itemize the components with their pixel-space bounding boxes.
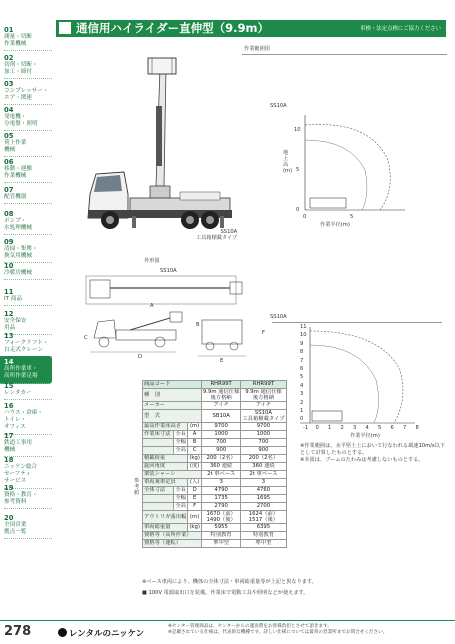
- outline-drawing: [80, 272, 268, 376]
- chart1-xlabel: 作業半径(m): [320, 222, 350, 228]
- spec-row: [143, 439, 287, 447]
- sidebar-item-number: 01: [4, 26, 14, 34]
- sidebar-item-label: 全国営業 拠点一覧: [4, 522, 27, 536]
- sidebar-item-number: 05: [4, 132, 14, 140]
- sidebar-item-13[interactable]: [4, 332, 52, 357]
- page-header: [56, 20, 446, 37]
- spec-cell: 1624（前） 1517（後）: [241, 511, 286, 524]
- spec-cell: 1000: [201, 431, 240, 439]
- spec-row: [143, 447, 287, 455]
- sidebar-item-17[interactable]: [4, 432, 52, 457]
- spec-cell: 積載荷重: [143, 455, 188, 463]
- chart2-ytick: 9: [300, 340, 304, 347]
- spec-cell: 5955: [201, 524, 240, 532]
- spec-cell: 3: [241, 479, 286, 487]
- sidebar-item-number: 18: [4, 456, 14, 464]
- spec-cell: 全長: [175, 487, 186, 493]
- spec-cell: 準中型: [241, 540, 286, 548]
- work-range-note-2: ※本図は、ブームのたわみは考慮しないものとする。: [300, 457, 424, 463]
- spec-cell: 全体寸法: [143, 487, 174, 495]
- spec-cell: 900: [201, 447, 240, 455]
- spec-cell: [143, 439, 174, 447]
- chart2-ytick: 7: [300, 357, 304, 364]
- spec-cell: F: [188, 503, 202, 511]
- chart1-ylabel: 地上高(m): [283, 150, 293, 174]
- spec-cell: 2t 車ベース: [201, 471, 240, 479]
- work-range-chart-1: [270, 110, 410, 220]
- spec-row: [143, 471, 287, 479]
- sidebar-item-15[interactable]: [4, 382, 52, 400]
- sidebar-item-number: 14: [4, 358, 14, 366]
- spec-side-label: 参考値: [134, 478, 140, 496]
- spec-cell: [143, 495, 174, 503]
- spec-cell: 9.9m 通信仕様 後方格納: [241, 389, 286, 402]
- spec-cell: 全長: [175, 431, 186, 437]
- sidebar-item-20[interactable]: [4, 514, 52, 539]
- work-range-note-1: ※作業範囲は、水平堅土上において行なわれる風速10m/s以下として計算したものとする。: [300, 443, 445, 456]
- spec-row: [143, 532, 287, 540]
- spec-row: [143, 381, 287, 389]
- chart2-xtick: 6: [390, 425, 394, 431]
- spec-cell: 型 式: [143, 410, 202, 423]
- brand-name: レンタルのニッケン: [69, 629, 145, 639]
- chart2-ytick: 4: [300, 382, 304, 389]
- spec-cell: 200（2名）: [201, 455, 240, 463]
- spec-cell: (度): [188, 463, 202, 471]
- spec-row: [143, 431, 287, 439]
- chart2-model: SS10A: [270, 314, 287, 320]
- sidebar-item-number: 11: [4, 288, 14, 296]
- spec-cell: アイチ: [201, 402, 240, 410]
- chart2-ytick: 5: [300, 374, 304, 381]
- foot-note-2: ■ 100V 電源取出口を装備。作業床で電動工具や照明などが使えます。: [142, 590, 309, 596]
- spec-cell: 700: [201, 439, 240, 447]
- spec-cell: 車両乗車定員: [143, 479, 188, 487]
- sidebar-item-05[interactable]: [4, 132, 52, 157]
- spec-cell: 9700: [201, 423, 240, 431]
- spec-row: [143, 503, 287, 511]
- spec-cell: (人): [188, 479, 202, 487]
- sidebar-item-label: 移動・運搬 作業機械: [4, 166, 32, 180]
- spec-cell: 資格等（運転）: [143, 540, 202, 548]
- chart2-rule: [272, 322, 442, 323]
- chart2-ytick: 0: [300, 416, 304, 423]
- photo-caption: SS10A 工具箱積載タイプ: [196, 229, 238, 241]
- spec-cell: 700: [241, 439, 286, 447]
- spec-cell: 2700: [241, 503, 286, 511]
- sidebar-item-label: 切削・切断・ 加工・締付: [4, 62, 38, 76]
- header-note: 車検・法定点検にご協力ください: [360, 26, 441, 32]
- chart2-xtick: 7: [403, 425, 407, 431]
- spec-cell: アウトリガ張出幅: [143, 511, 188, 524]
- spec-row: [143, 410, 287, 423]
- spec-row: [143, 423, 287, 431]
- spec-cell: 4760: [241, 487, 286, 495]
- chart2-ytick: 11: [300, 324, 307, 330]
- spec-cell: 9700: [241, 423, 286, 431]
- sidebar-item-label: 清掃・集塵・ 換気用機械: [4, 246, 38, 260]
- sidebar-item-number: 12: [4, 310, 14, 318]
- chart1-model: SS10A: [270, 103, 287, 109]
- spec-cell: RHR99T: [201, 381, 240, 389]
- chart2-xlabel: 作業半径(m): [350, 433, 380, 439]
- spec-cell: 9.9m 通信仕様 後方格納: [202, 389, 240, 401]
- foot-note-1: ※ベース車両により、機体の全体寸法・車両総重量等が上記と異なります。: [142, 579, 317, 585]
- sidebar-item-06[interactable]: [4, 158, 52, 183]
- spec-cell: 商品コード: [143, 381, 202, 389]
- sidebar-item-04[interactable]: [4, 106, 52, 131]
- sidebar-item-number: 19: [4, 484, 14, 492]
- spec-cell: 2790: [201, 503, 240, 511]
- header-square-icon: [59, 22, 71, 34]
- spec-cell: (kg): [189, 455, 200, 461]
- spec-row: [143, 495, 287, 503]
- spec-cell: 特別教育: [201, 532, 240, 540]
- brand-logo: [58, 627, 144, 639]
- spec-row: [143, 389, 287, 402]
- sidebar-item-label: 冷暖房機械: [4, 270, 32, 276]
- sidebar-item-09[interactable]: [4, 238, 52, 263]
- spec-cell: 3: [201, 479, 240, 487]
- sidebar-item-label: 鉄道工事用 機械: [4, 440, 32, 454]
- spec-cell: 1695: [241, 495, 286, 503]
- chart2-xtick: 1: [328, 425, 332, 431]
- sidebar-item-14[interactable]: [0, 356, 52, 384]
- spec-cell: メーカー: [143, 402, 202, 410]
- spec-row: [143, 511, 287, 524]
- sidebar-item-label: 荷上作業 機械: [4, 140, 27, 154]
- spec-cell: [143, 503, 174, 511]
- sidebar-item-number: 16: [4, 402, 14, 410]
- sidebar-item-label: コンプレッサー・ エア・関連: [4, 88, 49, 102]
- spec-table: [142, 380, 287, 548]
- chart2-ytick: 6: [300, 366, 304, 372]
- spec-cell: 2t 車ベース: [241, 471, 286, 479]
- dim-a: A: [150, 303, 154, 309]
- sidebar-item-16[interactable]: [4, 402, 52, 435]
- spec-row: [143, 540, 287, 548]
- spec-cell: 4790: [201, 487, 240, 495]
- spec-cell: 架装シャーシ: [143, 471, 202, 479]
- sidebar-item-number: 17: [4, 432, 14, 440]
- chart2-ytick: 10: [300, 332, 307, 339]
- spec-cell: 1670（前） 1490（後）: [201, 511, 240, 524]
- sidebar-item-label: 配管機器: [4, 194, 27, 200]
- dim-b: B: [196, 322, 200, 328]
- sidebar-item-label: 資格・教育・ 参考資料: [4, 492, 38, 506]
- sidebar-item-03[interactable]: [4, 80, 52, 105]
- chart1-ytick-0: 0: [296, 207, 300, 213]
- spec-cell: 全幅: [175, 439, 186, 445]
- chart2-xtick: 5: [378, 425, 382, 431]
- spec-cell: B: [188, 439, 202, 447]
- spec-cell: 全幅: [175, 495, 186, 501]
- dim-f: F: [262, 330, 265, 336]
- sidebar-item-label: ニッケン総合 セーフティ サービス: [4, 464, 38, 485]
- sidebar-item-label: ポンプ・ 水処理機械: [4, 218, 32, 232]
- spec-cell: 6395: [241, 524, 286, 532]
- sidebar-item-number: 20: [4, 514, 14, 522]
- spec-cell: (m): [188, 423, 202, 431]
- sidebar-item-08[interactable]: [4, 210, 52, 235]
- page-title: 通信用ハイライダー直伸型（9.9m）: [76, 21, 270, 35]
- chart1-ytick-5: 5: [296, 167, 300, 173]
- spec-cell: E: [188, 495, 202, 503]
- sidebar-item-07[interactable]: [4, 186, 52, 204]
- outline-model: SS10A: [160, 268, 177, 274]
- chart2-ytick: 1: [300, 408, 304, 414]
- outline-label: 外形図: [144, 258, 160, 264]
- spec-row: [143, 487, 287, 495]
- chart2-xtick: 2: [340, 425, 344, 431]
- spec-cell: 全高: [175, 447, 186, 453]
- spec-cell: 車両総重量: [143, 524, 188, 532]
- spec-cell: (m): [188, 511, 202, 524]
- chart2-ytick: 8: [300, 349, 304, 356]
- sidebar-item-10[interactable]: [4, 262, 52, 280]
- spec-cell: 特別教育: [241, 532, 286, 540]
- truck-photo: [60, 46, 240, 246]
- sidebar-item-number: 08: [4, 210, 14, 218]
- sidebar-item-number: 02: [4, 54, 14, 62]
- dim-e: E: [220, 358, 224, 364]
- spec-cell: 360 連続: [241, 463, 286, 471]
- spec-cell: 作業床寸法: [143, 431, 174, 439]
- spec-row: [143, 463, 287, 471]
- sidebar-item-11[interactable]: [4, 288, 52, 306]
- sidebar-item-02[interactable]: [4, 54, 52, 79]
- sidebar-item-label: フォークリフト・ 自走式クレーン: [4, 340, 49, 354]
- spec-cell: 1735: [201, 495, 240, 503]
- sidebar-item-number: 10: [4, 262, 14, 270]
- page-number: 278: [4, 624, 32, 639]
- work-range-label: 作業範囲図: [244, 46, 270, 52]
- sidebar-item-label: 安全保安 用品: [4, 318, 27, 332]
- spec-row: [143, 455, 287, 463]
- dim-c: C: [84, 335, 88, 341]
- chart2-xtick: 4: [365, 425, 369, 431]
- sidebar-item-number: 06: [4, 158, 14, 166]
- chart2-ytick: 3: [300, 391, 304, 398]
- spec-cell: 1000: [241, 431, 286, 439]
- brand-circle-icon: [58, 628, 67, 637]
- spec-cell: 全高: [175, 503, 186, 509]
- sidebar-item-number: 03: [4, 80, 14, 88]
- spec-cell: SB10A: [201, 410, 240, 423]
- sidebar-item-number: 04: [4, 106, 14, 114]
- spec-cell: 200（2名）: [241, 455, 286, 463]
- spec-cell: 360 連続: [201, 463, 240, 471]
- category-sidebar: [0, 0, 52, 620]
- work-range-rule: [242, 54, 447, 55]
- spec-cell: アイチ: [241, 402, 286, 410]
- spec-cell: SS10A 工具箱積載タイプ: [242, 410, 285, 422]
- spec-row: [143, 524, 287, 532]
- spec-cell: A: [188, 431, 202, 439]
- sidebar-item-01[interactable]: [4, 26, 52, 51]
- sidebar-item-label: 高所作業車・ 高所作業足場: [4, 366, 38, 380]
- spec-cell: [143, 447, 174, 455]
- sidebar-item-label: レンタカー: [4, 390, 32, 396]
- spec-row: [143, 402, 287, 410]
- spec-cell: 900: [241, 447, 286, 455]
- spec-cell: RHR99T: [241, 381, 286, 389]
- spec-cell: 旋回角度: [143, 463, 188, 471]
- chart1-ytick-10: 10: [294, 127, 301, 133]
- sidebar-item-number: 07: [4, 186, 14, 194]
- page-footer: [0, 620, 455, 644]
- spec-cell: 資格等（高所作業）: [143, 532, 202, 540]
- spec-cell: (kg): [189, 524, 200, 530]
- spec-row: [143, 479, 287, 487]
- sidebar-item-number: 15: [4, 382, 14, 390]
- spec-cell: 準中型: [201, 540, 240, 548]
- spec-cell: 種 別: [143, 389, 202, 402]
- chart2-xtick: 0: [315, 425, 319, 431]
- sidebar-item-label: ハウス・倉庫・ トイレ・ オフィス: [4, 410, 43, 431]
- sidebar-item-number: 13: [4, 332, 14, 340]
- sidebar-item-number: 09: [4, 238, 14, 246]
- sidebar-item-label: 測量・切断 作業機械: [4, 34, 32, 48]
- spec-cell: D: [188, 487, 202, 495]
- spec-cell: 最高作業床高さ: [143, 423, 188, 431]
- dim-d: D: [138, 354, 142, 360]
- footer-disclaimer: ※センター管理商品は、センターからの運送費をお客様負担とさせて頂きます。 ※記載されている仕様は、代表的な機種です。詳しい仕様については最寄の営業所までお問合せください。: [168, 624, 388, 635]
- chart2-xtick: 8: [415, 425, 419, 431]
- chart1-xtick-0: 0: [303, 214, 307, 220]
- spec-cell: C: [188, 447, 202, 455]
- chart2-xtick: -1: [303, 425, 309, 431]
- chart1-xtick-5: 5: [350, 214, 354, 220]
- work-range-chart-2: [290, 325, 420, 427]
- chart2-ytick: 2: [300, 399, 304, 406]
- chart2-xtick: 3: [353, 425, 357, 431]
- sidebar-item-label: 発電機・ 分電盤・照明: [4, 114, 38, 128]
- sidebar-item-19[interactable]: [4, 484, 52, 509]
- sidebar-item-label: IT 商品: [4, 296, 23, 302]
